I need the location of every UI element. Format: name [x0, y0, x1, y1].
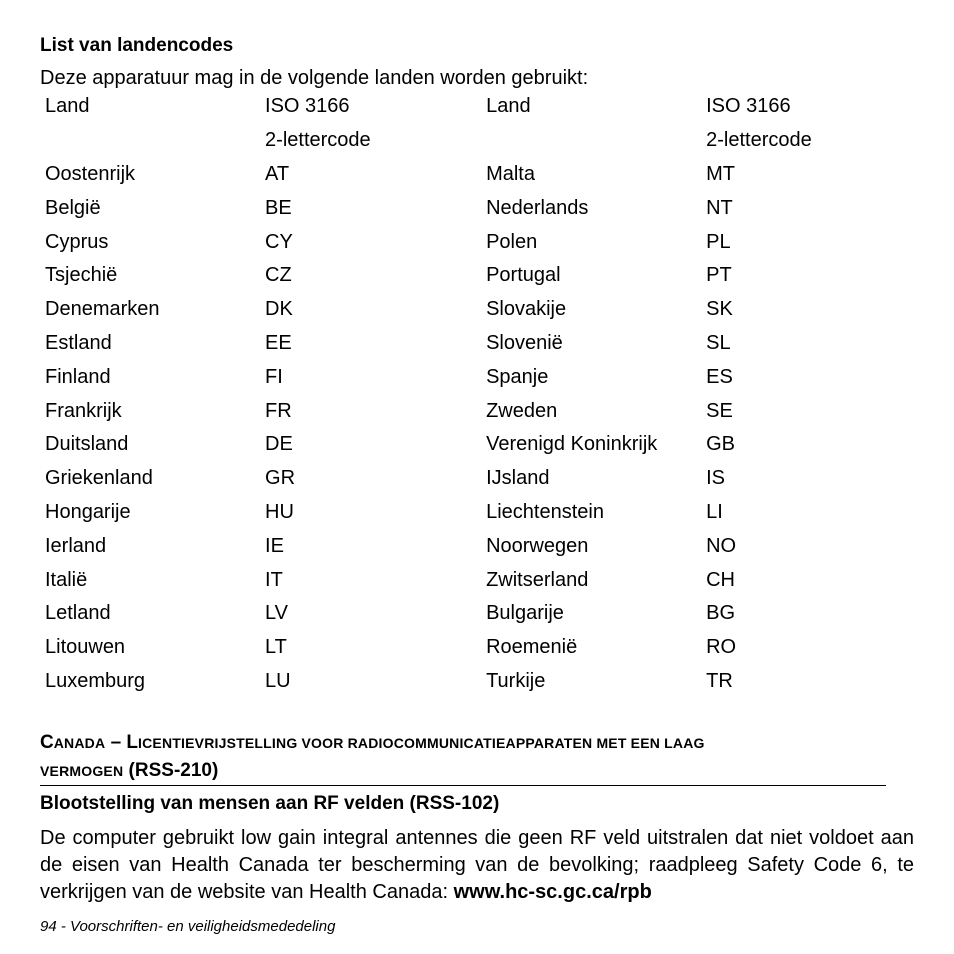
table-row: [40, 462, 914, 496]
iso-code-cell: DK: [265, 298, 293, 321]
iso-code-cell: MT: [706, 162, 735, 185]
country-name-cell: Slovakije: [486, 298, 567, 321]
header-cell: Land: [45, 95, 90, 118]
iso-code-cell: RO: [706, 636, 737, 659]
country-name-cell: Noorwegen: [486, 534, 589, 557]
iso-code-cell: CH: [706, 568, 735, 591]
table-body: [40, 158, 914, 699]
table-header-row: [40, 124, 914, 158]
country-name-cell: Finland: [45, 365, 111, 388]
table-row: [40, 496, 914, 530]
header-cell: ISO 3166: [706, 95, 791, 118]
header-cell: [40, 124, 260, 158]
table-row: [40, 563, 914, 597]
table-row: [40, 665, 914, 699]
header-cell: 2-lettercode: [706, 129, 812, 152]
body-paragraph: De computer gebruikt low gain integral antennes die geen RF veld uitstralen dat niet voldoet aan de eisen van Health Canada ter bescherming van de bevolking; raadpleeg Safety Code 6, te verkrijgen van de website van Health Canada: www.hc-sc.gc.ca/rpb: [40, 827, 914, 903]
country-name-cell: Roemenië: [486, 636, 578, 659]
iso-code-cell: FI: [265, 365, 283, 388]
table-row: [40, 158, 914, 192]
header-cell: ISO 3166: [265, 95, 350, 118]
iso-code-cell: PL: [706, 230, 731, 253]
country-name-cell: Denemarken: [45, 298, 160, 321]
iso-code-cell: LI: [706, 500, 723, 523]
iso-code-cell: NO: [706, 534, 737, 557]
country-name-cell: Slovenië: [486, 331, 563, 354]
table-row: [40, 394, 914, 428]
country-name-cell: Nederlands: [486, 196, 589, 219]
country-name-cell: Portugal: [486, 264, 561, 287]
country-name-cell: Turkije: [486, 669, 546, 692]
table-row: [40, 293, 914, 327]
table-row: [40, 225, 914, 259]
table-header-row: [40, 90, 914, 124]
iso-code-cell: CZ: [265, 264, 292, 287]
table-row: [40, 327, 914, 361]
country-name-cell: Zweden: [486, 399, 558, 422]
intro-text: Deze apparatuur mag in de volgende landen worden gebruikt:: [40, 67, 589, 89]
country-name-cell: Oostenrijk: [45, 162, 136, 185]
country-name-cell: Duitsland: [45, 433, 129, 456]
iso-code-cell: LU: [265, 669, 291, 692]
country-name-cell: Ierland: [45, 534, 107, 557]
header-cell: 2-lettercode: [265, 129, 371, 152]
iso-code-cell: IS: [706, 467, 726, 490]
country-name-cell: Italië: [45, 568, 88, 591]
country-name-cell: Liechtenstein: [486, 500, 604, 523]
country-name-cell: IJsland: [486, 467, 550, 490]
iso-code-cell: ES: [706, 365, 733, 388]
iso-code-cell: LT: [265, 636, 287, 659]
iso-code-cell: IT: [265, 568, 283, 591]
iso-code-cell: FR: [265, 399, 292, 422]
iso-code-cell: BE: [265, 196, 292, 219]
subheading: Blootstelling van mensen aan RF velden (RSS-102): [40, 793, 500, 814]
iso-code-cell: SE: [706, 399, 733, 422]
table-row: [40, 259, 914, 293]
country-name-cell: Griekenland: [45, 467, 153, 490]
country-name-cell: Letland: [45, 602, 111, 625]
page-footer: 94 - Voorschriften- en veiligheidsmededeling: [40, 918, 336, 935]
country-name-cell: Bulgarije: [486, 602, 564, 625]
country-name-cell: Zwitserland: [486, 568, 589, 591]
country-name-cell: Hongarije: [45, 500, 131, 523]
table-row: [40, 428, 914, 462]
country-name-cell: Litouwen: [45, 636, 126, 659]
table-row: [40, 360, 914, 394]
iso-code-cell: NT: [706, 196, 733, 219]
header-cell: Land: [486, 95, 531, 118]
iso-code-cell: GR: [265, 467, 296, 490]
country-name-cell: Frankrijk: [45, 399, 122, 422]
country-name-cell: Polen: [486, 230, 538, 253]
country-code-table: [40, 90, 914, 698]
iso-code-cell: TR: [706, 669, 733, 692]
iso-code-cell: AT: [265, 162, 290, 185]
iso-code-cell: DE: [265, 433, 293, 456]
table-row: [40, 631, 914, 665]
table-row: [40, 529, 914, 563]
country-name-cell: Estland: [45, 331, 112, 354]
iso-code-cell: EE: [265, 331, 292, 354]
country-name-cell: Malta: [486, 162, 535, 185]
iso-code-cell: IE: [265, 534, 284, 557]
iso-code-cell: GB: [706, 433, 736, 456]
country-name-cell: Cyprus: [45, 230, 109, 253]
iso-code-cell: PT: [706, 264, 732, 287]
iso-code-cell: LV: [265, 602, 289, 625]
table-row: [40, 191, 914, 225]
website-url: www.hc-sc.gc.ca/rpb: [453, 881, 652, 903]
country-name-cell: België: [45, 196, 101, 219]
country-name-cell: Tsjechië: [45, 264, 118, 287]
section-heading: CANADA – LICENTIEVRIJSTELLING VOOR RADIOCOMMUNICATIEAPPARATEN MET EEN LAAG VERMOGEN (RSS-210): [40, 729, 886, 786]
country-name-cell: Luxemburg: [45, 669, 146, 692]
iso-code-cell: HU: [265, 500, 294, 523]
header-cell: [481, 124, 701, 158]
iso-code-cell: BG: [706, 602, 736, 625]
iso-code-cell: SK: [706, 298, 733, 321]
country-name-cell: Verenigd Koninkrijk: [486, 433, 658, 456]
page-heading: List van landencodes: [40, 35, 234, 56]
iso-code-cell: CY: [265, 230, 293, 253]
country-name-cell: Spanje: [486, 365, 549, 388]
iso-code-cell: SL: [706, 331, 731, 354]
table-row: [40, 597, 914, 631]
